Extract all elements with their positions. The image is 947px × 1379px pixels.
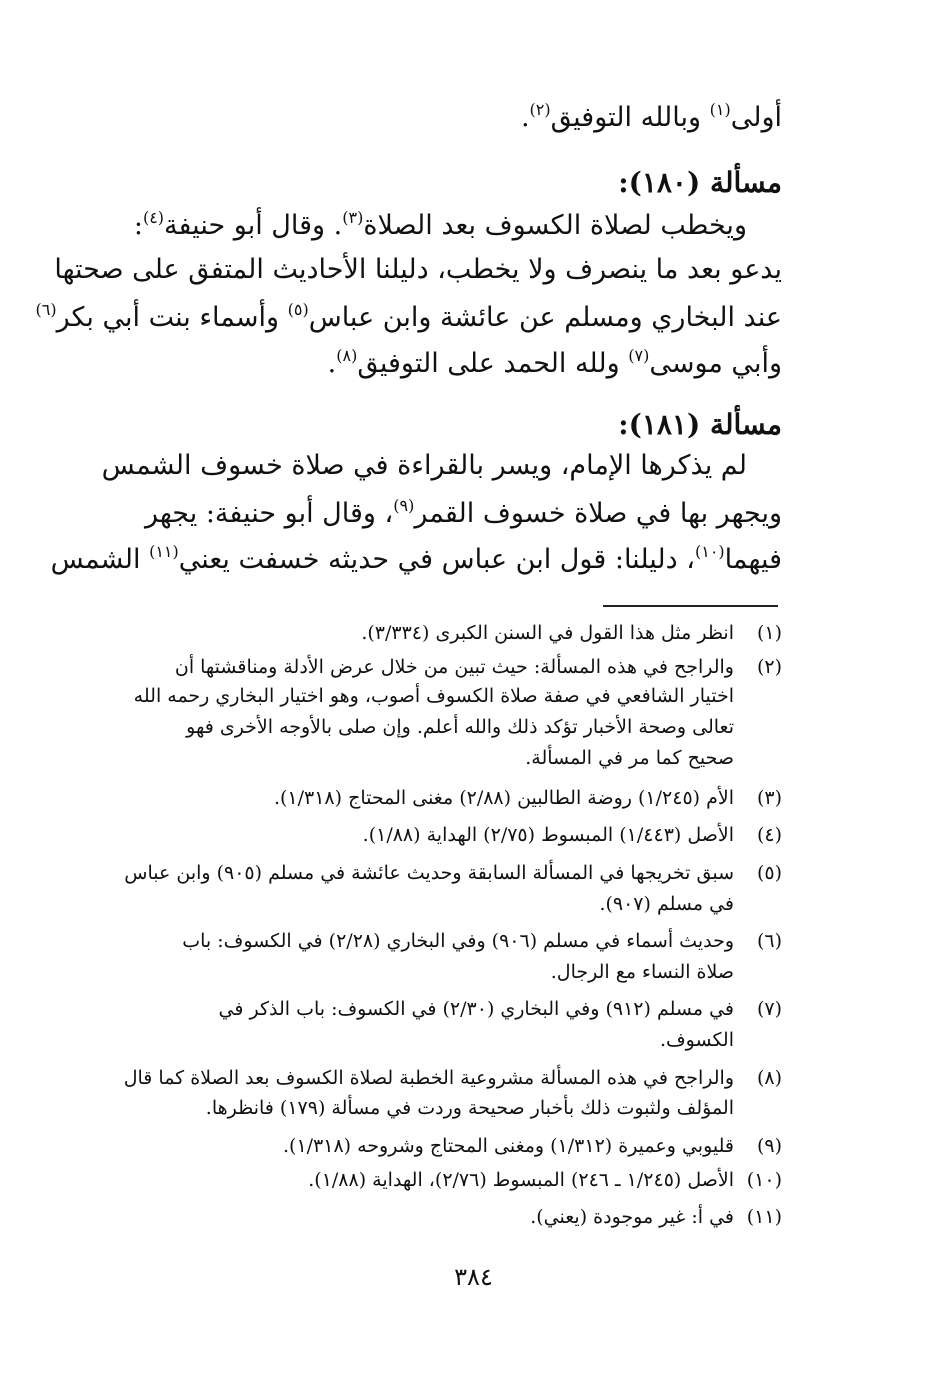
footnote-ref: (٩)	[393, 496, 415, 515]
footnote-11: (١١)في أ: غير موجودة (يعني).	[530, 1206, 782, 1228]
footnote-ref: (٨)	[336, 346, 358, 365]
footnote-8: (٨)والراجح في هذه المسألة مشروعية الخطبة لصلاة الكسوف بعد الصلاة كما قال	[123, 1067, 782, 1089]
footnote-9: (٩)قليوبي وعميرة (١/٣١٢) ومغنى المحتاج وشروحه (١/٣١٨).	[282, 1135, 782, 1157]
text-line: أولى$^{(١)}$ وبالله التوفيق$^{(٢)}$.	[520, 100, 782, 133]
page-number: ٣٨٤	[454, 1263, 493, 1291]
text-line: فيهما$^{(١٠)}$، دليلنا: قول ابن عباس في حديثه خسفت يعني$^{(١١)}$ الشمس	[50, 542, 782, 575]
footnote-7-continued: الكسوف.	[659, 1029, 734, 1051]
text-line: عند البخاري ومسلم عن عائشة وابن عباس$^{(٥)}$ وأسماء بنت أبي بكر$^{(٦)}$	[35, 300, 782, 333]
section-heading-181: مسألة (١٨١):	[618, 408, 782, 441]
footnote-1: (١)انظر مثل هذا القول في السنن الكبرى (٣/٣٣٤).	[361, 622, 782, 644]
footnote-ref: (١١)	[149, 542, 179, 561]
footnote-ref: (٢)	[529, 100, 551, 119]
section-heading-180: مسألة (١٨٠):	[618, 166, 782, 199]
text-line: ويجهر بها في صلاة خسوف القمر$^{(٩)}$، وقال أبو حنيفة: يجهر	[144, 496, 782, 529]
footnote-5: (٥)سبق تخريجها في المسألة السابقة وحديث عائشة في مسلم (٩٠٥) وابن عباس	[124, 862, 782, 884]
footnote-ref: (١٠)	[694, 542, 725, 561]
footnote-ref: (٣)	[342, 208, 364, 227]
footnote-2: (٢)والراجح في هذه المسألة: حيث تبين من خلال عرض الأدلة ومناقشتها أن	[174, 656, 782, 678]
footnote-2-continued: تعالى وصحة الأخبار تؤكد ذلك والله أعلم. وإن صلى بالأوجه الأخرى فهو	[186, 716, 734, 738]
footnote-10: (١٠)الأصل (١/٢٤٥ ـ ٢٤٦) المبسوط (٢/٧٦)، الهداية (١/٨٨).	[308, 1169, 782, 1191]
footnote-5-continued: في مسلم (٩٠٧).	[599, 893, 734, 915]
footnote-6-continued: صلاة النساء مع الرجال.	[550, 961, 734, 983]
text-line: وأبي موسى$^{(٧)}$ ولله الحمد على التوفيق$^{(٨)}$.	[327, 346, 782, 379]
footnote-ref: (٤)	[142, 208, 165, 227]
footnote-7: (٧)في مسلم (٩١٢) وفي البخاري (٢/٣٠) في الكسوف: باب الذكر في	[218, 998, 782, 1020]
text-line: لم يذكرها الإمام، ويسر بالقراءة في صلاة خسوف الشمس	[101, 450, 747, 481]
footnote-ref: (٥)	[287, 300, 309, 319]
footnote-2-continued: اختيار الشافعي في صفة صلاة الكسوف أصوب، وهو اختيار البخاري رحمه الله	[133, 685, 734, 707]
footnote-ref: (٧)	[628, 346, 650, 365]
footnote-ref: (١)	[709, 100, 731, 119]
footnote-2-continued: صحيح كما مر في المسألة.	[525, 747, 734, 769]
text-line: ويخطب لصلاة الكسوف بعد الصلاة$^{(٣)}$. وقال أبو حنيفة$^{(٤)}$:	[133, 208, 747, 241]
footnote-8-continued: المؤلف ولثبوت ذلك بأخبار صحيحة وردت في مسألة (١٧٩) فانظرها.	[205, 1097, 734, 1119]
footnote-ref: (٦)	[35, 300, 57, 319]
footnote-3: (٣)الأم (١/٢٤٥) روضة الطالبين (٢/٨٨) مغنى المحتاج (١/٣١٨).	[273, 787, 782, 809]
text-line: يدعو بعد ما ينصرف ولا يخطب، دليلنا الأحاديث المتفق على صحتها	[54, 254, 782, 285]
footnote-separator	[603, 605, 778, 607]
footnote-6: (٦)وحديث أسماء في مسلم (٩٠٦) وفي البخاري (٢/٢٨) في الكسوف: باب	[182, 930, 782, 952]
footnote-4: (٤)الأصل (١/٤٤٣) المبسوط (٢/٧٥) الهداية (١/٨٨).	[362, 824, 782, 846]
